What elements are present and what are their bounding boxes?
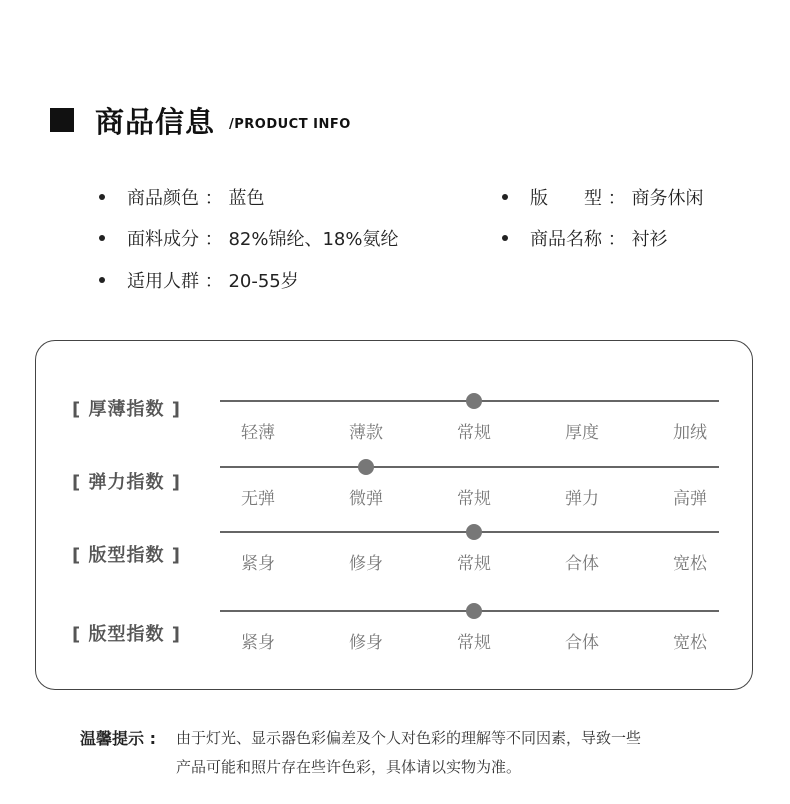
bullet-icon	[99, 277, 105, 283]
index-option: 厚度	[565, 423, 599, 443]
bullet-icon	[99, 194, 105, 200]
index-label: [ 版型指数 ]	[72, 624, 181, 645]
index-option: 宽松	[673, 554, 707, 574]
index-label: [ 厚薄指数 ]	[72, 399, 181, 420]
notice-label: 温馨提示 :	[80, 729, 156, 748]
index-marker-dot	[466, 393, 482, 409]
info-fit-type: 版 型 ： 商务休闲	[530, 188, 704, 209]
info-color: 商品颜色 ： 蓝色	[127, 188, 265, 209]
notice-line-1: 由于灯光、显示器色彩偏差及个人对色彩的理解等不同因素，导致一些	[176, 729, 642, 747]
index-option: 轻薄	[241, 423, 275, 443]
index-option: 宽松	[673, 633, 707, 653]
title-square-icon	[50, 108, 74, 132]
section-subtitle: /PRODUCT INFO	[229, 117, 351, 132]
index-option: 常规	[457, 423, 491, 443]
index-option: 紧身	[241, 554, 275, 574]
index-option: 高弹	[673, 489, 707, 509]
index-scale-line	[220, 466, 719, 468]
index-option: 加绒	[673, 423, 707, 443]
info-audience: 适用人群 ： 20-55岁	[127, 271, 299, 292]
index-option: 合体	[565, 554, 599, 574]
index-option: 弹力	[565, 489, 599, 509]
index-option: 紧身	[241, 633, 275, 653]
index-option: 常规	[457, 554, 491, 574]
bullet-icon	[99, 235, 105, 241]
index-option: 修身	[349, 554, 383, 574]
index-label: [ 弹力指数 ]	[72, 472, 181, 493]
index-marker-dot	[466, 603, 482, 619]
index-label: [ 版型指数 ]	[72, 545, 181, 566]
index-option: 常规	[457, 489, 491, 509]
notice-line-2: 产品可能和照片存在些许色彩，具体请以实物为准。	[176, 758, 522, 776]
index-marker-dot	[466, 524, 482, 540]
index-marker-dot	[358, 459, 374, 475]
index-option: 无弹	[241, 489, 275, 509]
bullet-icon	[502, 235, 508, 241]
index-option: 常规	[457, 633, 491, 653]
index-option: 薄款	[349, 423, 383, 443]
index-option: 修身	[349, 633, 383, 653]
info-product-name: 商品名称 ： 衬衫	[530, 229, 668, 250]
section-title: 商品信息	[95, 105, 216, 139]
info-fabric: 面料成分 ： 82%锦纶、18%氨纶	[127, 229, 399, 250]
index-option: 合体	[565, 633, 599, 653]
index-option: 微弹	[349, 489, 383, 509]
bullet-icon	[502, 194, 508, 200]
